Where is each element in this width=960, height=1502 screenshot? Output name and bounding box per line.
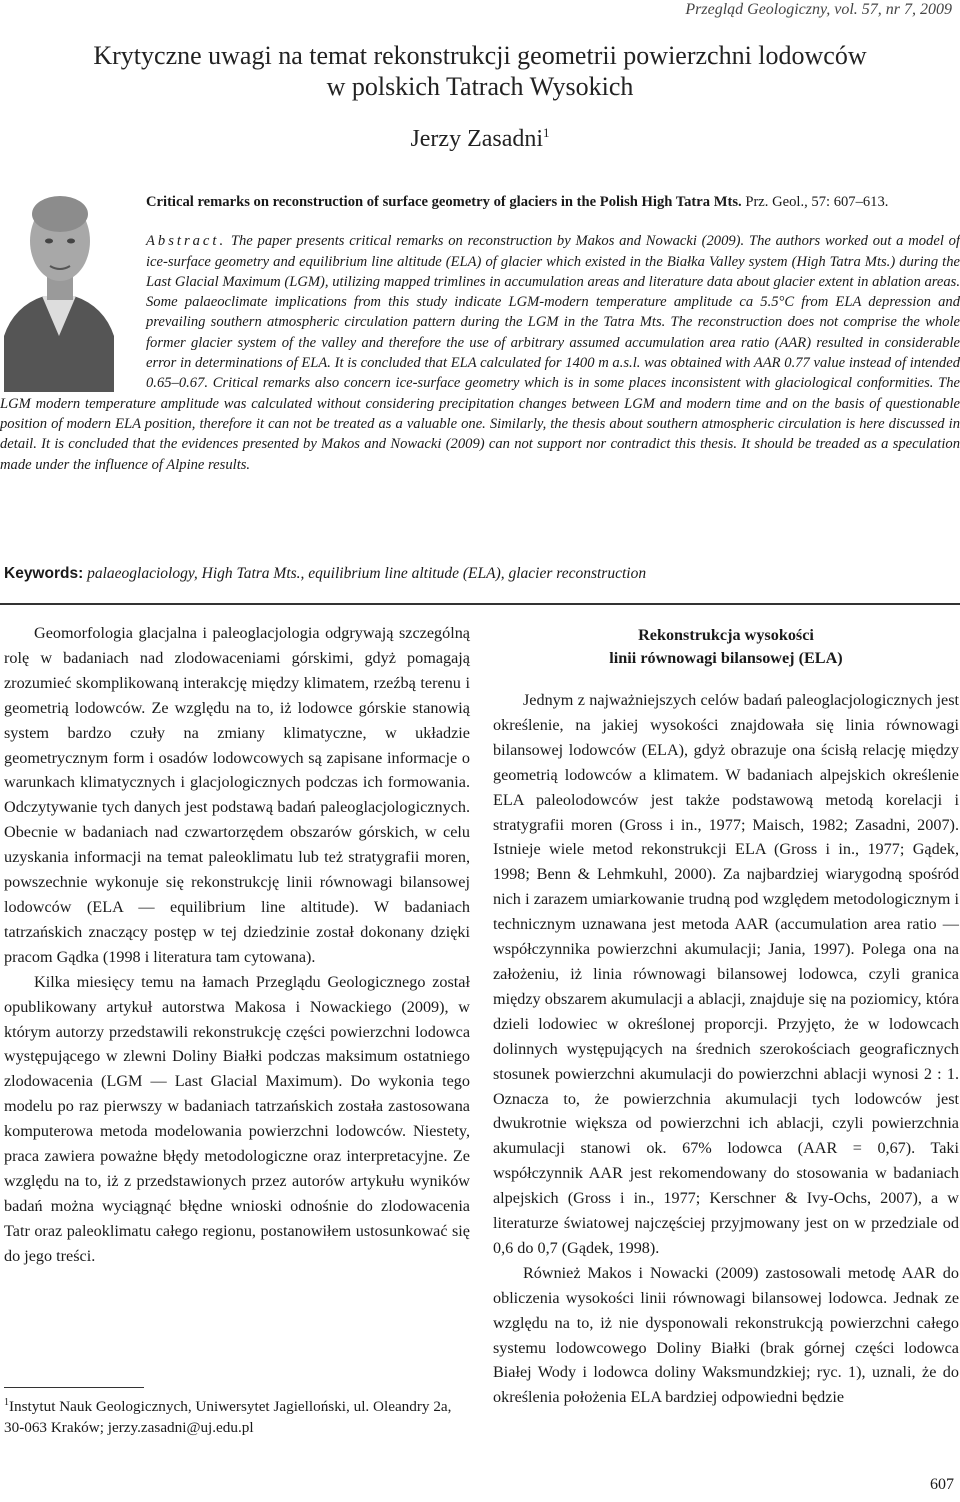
photo-spacer bbox=[0, 192, 146, 392]
abstract-block bbox=[0, 192, 960, 475]
paragraph: Jednym z najważniejszych celów badań paleoglacjologicznych jest określenie, na jakiej wysokości znajdowała się linia równowagi bilansowej lodowców (ELA), gdyż obrazuje ona ścisłą relację między geometrią lodowców a klimatem. W badaniach alpejskich określenie ELA paleolodowców jest także podstawową metodą korelacji i stratygrafii moren (Gross i in., 1977; Maisch, 1982; Zasadni, 2007). Istnieje wiele metod rekonstrukcji ELA (Gross i in., 1977; Gądek, 1998; Benn & Lehmkuhl, 2000). Za najbardziej wiarygodną spośród nich i zarazem umiarkowanie trudną pod względem metodologicznym i technicznym uznawana jest metoda AAR (accumulation area ratio — współczynnika powierzchni akumulacji; Jania, 1997). Polega ona na założeniu, iż linia równowagi bilansowej lodowca, czyli granica między obszarem akumulacji a ablacji, znajduje się na poziomicy, która dzieli lodowiec w określonej proporcji. Przyjęto, że w lodowcach dolinnych występujących na średnich szerokościach geograficznych stosunek powierzchni akumulacji do powierzchni ablacji wynosi 2 : 1. Oznacza to, że powierzchnia akumulacji tych lodowców jest dwukrotnie większa od powierzchni ich ablacji, czyli powierzchnia akumulacji stanowi ok. 67% lodowca (AAR = 0,67). Taki współczynnik AAR jest rekomendowany do stosowania w badaniach alpejskich (Gross i in., 1977; Kerschner & Ivy-Ochs, 2007), a w literaturze światowej najczęściej przyjmowany jest on w przedziale od 0,6 do 0,7 (Gądek, 1998). bbox=[493, 691, 959, 1257]
right-column bbox=[493, 624, 959, 1410]
footnote-divider bbox=[4, 1387, 144, 1388]
abstract-text: The paper presents critical remarks on reconstruction by Makos and Nowacki (2009). The authors worked out a model of ice-surface geometry and equilibrium line altitude (ELA) of glacier which existed in the Białka Valley system (High Tatra Mts.) during the Last Glacial Maximum (LGM), utilizing mapped trimlines in accumulation areas and literature data about glacier extent in ablation areas. Some palaeoclimate implications from this study indicate LGM-modern temperature amplitude ca 5.5°C from ELA depression and prevailing southern atmospheric circulation pattern during the LGM in the Tatra Mts. The reconstruction does not comprise the whole former glacier system of the valley and therefore the use of arbitrary assumed accumulation area ratio (AAR) resulted in considerable error in determinations of ELA. It is concluded that ELA calculated for 1400 m a.s.l. was obtained with AAR 0.77 value instead of intended 0.65–0.67. Critical remarks also concern ice-surface geometry which is in some places inconsistent with glaciological conformities. The LGM modern temperature amplitude was calculated without considering precipitation changes between LGM and modern time and on the basis of questionable position of modern ELA position, therefore it can not be treated as a valuable one. Similarly, the thesis about southern atmospheric circulation is here discussed in detail. It is concluded that the evidences presented by Makos and Nowacki (2009) can not support nor contradict this thesis. It should be treaded as a speculation made under the influence of Alpine results. bbox=[0, 233, 960, 473]
keywords bbox=[4, 565, 646, 583]
title-line-2: w polskich Tatrach Wysokich bbox=[326, 72, 634, 101]
footnote-text: Instytut Nauk Geologicznych, Uniwersytet Jagielloński, ul. Oleandry 2a, 30-063 Kraków; jerzy.zasadni@uj.edu.pl bbox=[4, 1398, 452, 1437]
footnote-mark: 1 bbox=[4, 1397, 9, 1408]
affiliation-mark: 1 bbox=[543, 125, 550, 140]
paragraph: Kilka miesięcy temu na łamach Przeglądu Geologicznego został opublikowany artykuł autorstwa Makosa i Nowackiego (2009), w którym autorzy przedstawili rekonstrukcję części powierzchni lodowca występującego w zlewni Doliny Białki podczas maksimum ostatniego zlodowacenia (LGM — Last Glacial Maximum). Do wykonia tego modelu po raz pierwszy w badaniach tatrzańskich została zastosowana komputerowa metoda modelowania powierzchni lodowców. Niestety, praca zawiera poważne błędy metodologiczne oraz interpretacyjne. Ze względu na to, iż z przedstawionych przez autorów artykułu wyników badań można wyciągnąć błędne wnioski odnośnie do zlodowacenia Tatr oraz paleoklimatu całego regionu, postanowiłem ustosunkować się do jego treści. bbox=[4, 972, 470, 1265]
paragraph: Geomorfologia glacjalna i paleoglacjologia odgrywają szczególną rolę w badaniach nad zlodowaceniami górskimi, gdyż pomagają zrozumieć skomplikowaną interakcję między klimatem, rzeźbą terenu i geometrią lodowców. Ze względu na to, iż lodowce górskie stanowią system bardzo czuły na zmiany klimatyczne, w układzie geometrycznym form i osadów lodowcowych są zapisane informacje o warunkach klimatycznych i glacjologicznych podczas ich formowania. Odczytywanie tych danych jest podstawą badań paleoglacjologicznych. Obecnie w badaniach nad czwartorzędem obszarów górskich, w celu uzyskania informacji na temat paleoklimatu lub też stratygrafii moren, powszechnie wykonuje się rekonstrukcję linii równowagi bilansowej lodowców (ELA — equilibrium line altitude). W badaniach tatrzańskich znaczący postęp w tej dziedzinie został dokonany dzięki pracom Gądka (1998 i literatura tam cytowana). bbox=[4, 624, 470, 966]
author-name bbox=[0, 125, 960, 153]
section-divider bbox=[0, 603, 960, 605]
paragraph: Również Makos i Nowacki (2009) zastosowali metodę AAR do obliczenia wysokości linii równowagi bilansowej lodowca. Jednak ze względu na to, iż nie dysponowali rekonstrukcją powierzchni całego systemu lodowcowego Doliny Białki (brak górnej części lodowca Białej Wody i lodowca doliny Waksmundzkiej; ryc. 1), uznali, że do określenia położenia ELA bardziej odpowiedni będzie bbox=[493, 1263, 959, 1407]
footnote bbox=[4, 1392, 470, 1438]
citation: Critical remarks on reconstruction of surface geometry of glaciers in the Polish High Tatra Mts. bbox=[146, 194, 742, 210]
paper-title bbox=[0, 40, 960, 102]
section-heading-line-2: linii równowagi bilansowej (ELA) bbox=[609, 649, 843, 667]
keywords-text: palaeoglaciology, High Tatra Mts., equilibrium line altitude (ELA), glacier reconstruction bbox=[87, 565, 647, 582]
abstract-label: Abstract. bbox=[146, 233, 227, 250]
keywords-label: Keywords: bbox=[4, 565, 84, 582]
citation-source: Prz. Geol., 57: 607–613. bbox=[741, 194, 889, 210]
left-column bbox=[4, 621, 470, 1269]
section-heading-line-1: Rekonstrukcja wysokości bbox=[638, 626, 814, 644]
journal-header: Przegląd Geologiczny, vol. 57, nr 7, 2009 bbox=[685, 1, 952, 18]
title-line-1: Krytyczne uwagi na temat rekonstrukcji geometrii powierzchni lodowców bbox=[93, 41, 867, 70]
section-heading bbox=[493, 624, 959, 670]
page-number: 607 bbox=[930, 1476, 954, 1493]
author-name-text: Jerzy Zasadni bbox=[410, 126, 544, 152]
